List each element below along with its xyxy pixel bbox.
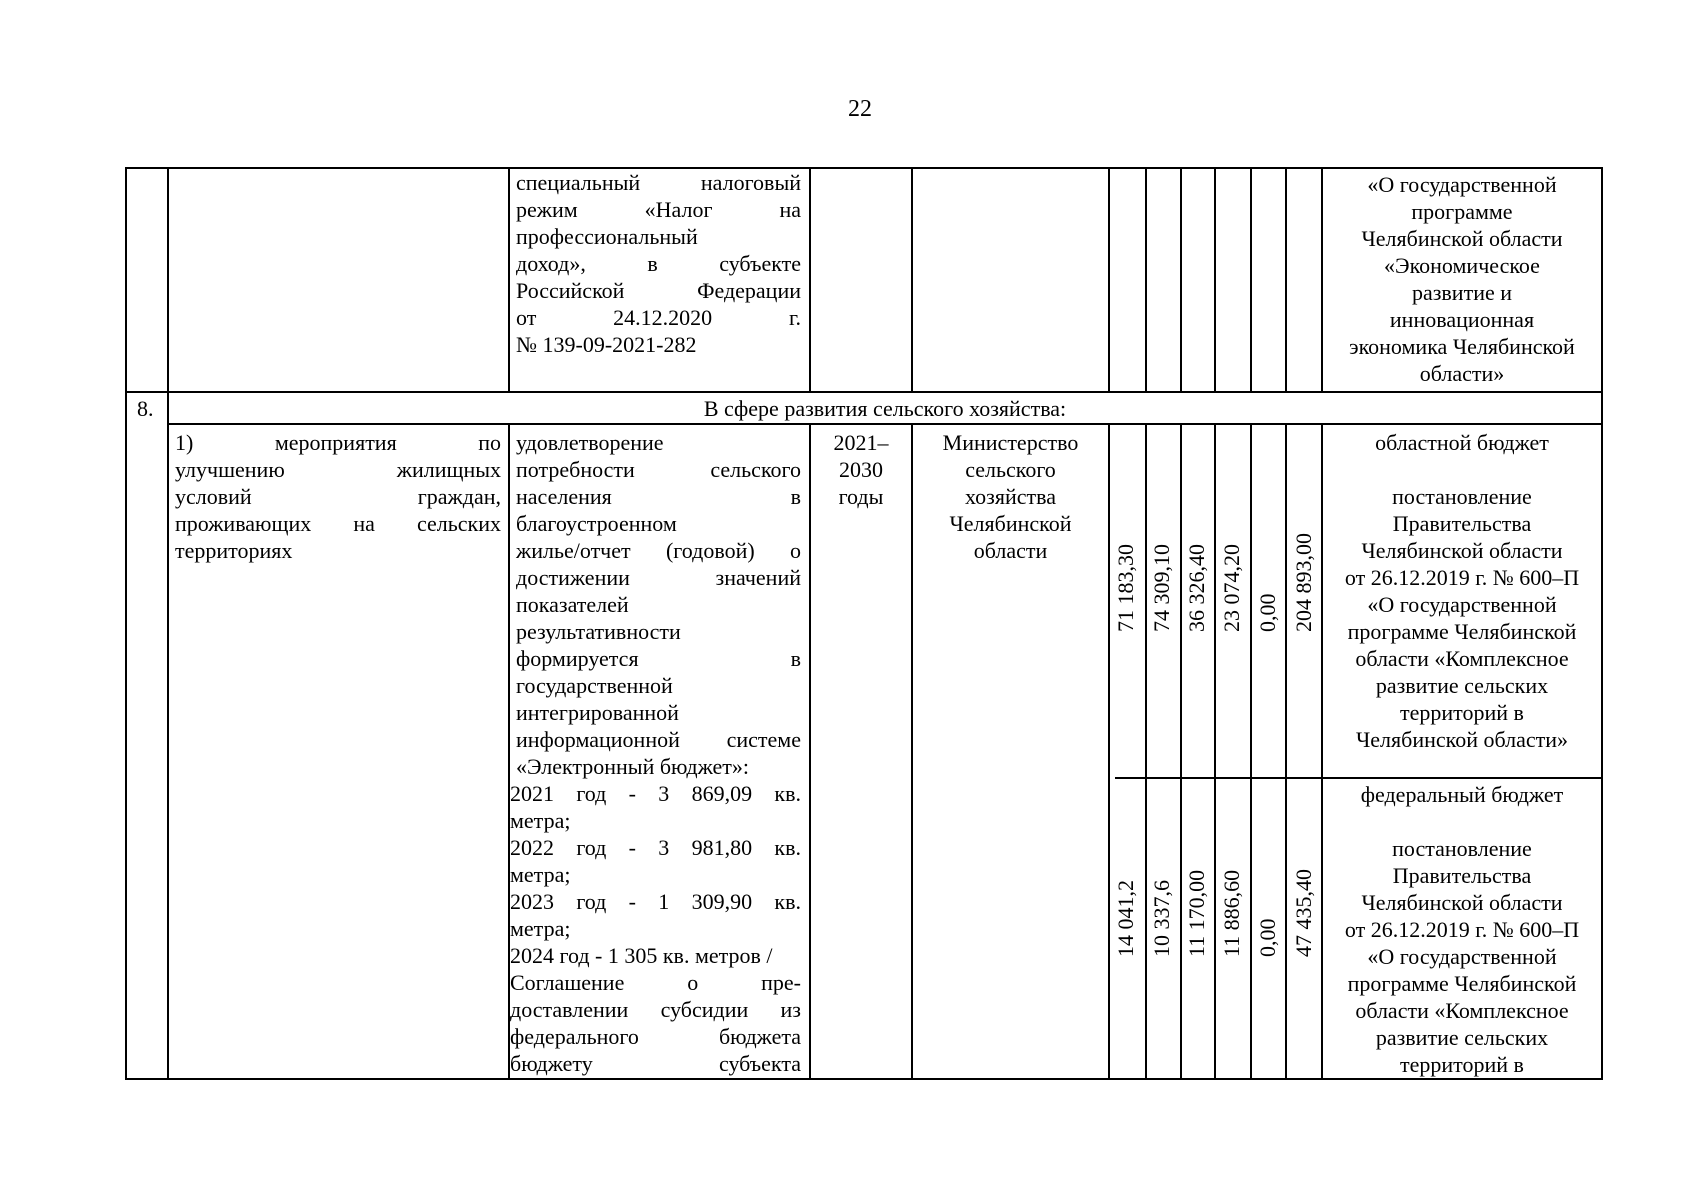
text-line: программе Челябинской bbox=[1347, 619, 1577, 644]
section-title: В сфере развития сельского хозяйства: bbox=[703, 396, 1067, 421]
column-divider bbox=[1214, 167, 1216, 391]
column-divider bbox=[1180, 167, 1182, 391]
text-line: территорий в bbox=[1400, 700, 1524, 725]
page-number: 22 bbox=[848, 96, 872, 122]
text-line: от 24.12.2020 г. bbox=[516, 305, 801, 330]
federal-value-2021: 14 041,2 bbox=[1113, 880, 1138, 957]
text-line: доставлении субсидии из bbox=[510, 997, 801, 1022]
text-line: проживающих на сельских bbox=[175, 511, 501, 536]
column-divider bbox=[508, 167, 510, 391]
table-border-left bbox=[125, 167, 127, 1080]
text-line: Правительства bbox=[1392, 863, 1532, 888]
text-line: постановление bbox=[1392, 836, 1532, 861]
text-line: улучшению жилищных bbox=[175, 457, 501, 482]
text-line: 2021– bbox=[833, 430, 889, 455]
top-row-program-reference bbox=[1325, 171, 1599, 387]
text-line: бюджету субъекта bbox=[510, 1051, 801, 1076]
text-line: территорий в bbox=[1400, 1052, 1524, 1077]
text-line: потребности сельского bbox=[516, 457, 801, 482]
regional-budget-source bbox=[1323, 429, 1601, 753]
text-line: «О государственной bbox=[1367, 172, 1557, 197]
text-line: населения в bbox=[516, 484, 801, 509]
text-line: области bbox=[973, 538, 1048, 563]
text-line: от 26.12.2019 г. № 600–П bbox=[1344, 565, 1580, 590]
text-line: федеральный бюджет bbox=[1360, 782, 1564, 807]
text-line: областной бюджет bbox=[1375, 430, 1549, 455]
text-line: профессиональный bbox=[516, 224, 698, 249]
text-line: удовлетворение bbox=[516, 430, 664, 455]
federal-value-2024: 11 886,60 bbox=[1219, 869, 1244, 957]
column-divider bbox=[1214, 423, 1216, 1080]
text-line: Российской Федерации bbox=[516, 278, 801, 303]
regional-value-2025: 0,00 bbox=[1255, 593, 1280, 632]
column-divider bbox=[1145, 167, 1147, 391]
text-line: экономика Челябинской bbox=[1349, 334, 1575, 359]
text-line: Челябинской области» bbox=[1355, 727, 1569, 752]
regional-value-2021: 71 183,30 bbox=[1113, 544, 1138, 632]
text-line: благоустроенном bbox=[516, 511, 677, 536]
column-divider bbox=[1285, 167, 1287, 391]
top-row-description bbox=[516, 169, 801, 358]
text-line: области» bbox=[1419, 361, 1505, 386]
text-line: доход», в субъекте bbox=[516, 251, 801, 276]
text-line: 2022 год - 3 981,80 кв. bbox=[510, 835, 801, 860]
column-divider bbox=[1180, 423, 1182, 1080]
regional-value-2023: 36 326,40 bbox=[1184, 544, 1209, 632]
text-line: государственной bbox=[516, 673, 673, 698]
regional-value-2024: 23 074,20 bbox=[1219, 544, 1244, 632]
column-divider bbox=[167, 167, 169, 1080]
text-line: территориях bbox=[175, 538, 293, 563]
implementation-period bbox=[811, 429, 911, 510]
text-line: Соглашение о пре- bbox=[510, 970, 801, 995]
responsible-executor bbox=[913, 429, 1108, 564]
text-line: федерального бюджета bbox=[510, 1024, 801, 1049]
text-line: «О государственной bbox=[1367, 944, 1557, 969]
federal-value-total: 47 435,40 bbox=[1291, 869, 1316, 957]
text-line: достижении значений bbox=[516, 565, 801, 590]
text-line: хозяйства bbox=[965, 484, 1056, 509]
column-divider bbox=[1108, 167, 1110, 391]
text-line: 2024 год - 1 305 кв. метров / bbox=[510, 943, 773, 968]
text-line: 2023 год - 1 309,90 кв. bbox=[510, 889, 801, 914]
text-line: Правительства bbox=[1392, 511, 1532, 536]
text-line: режим «Налог на bbox=[516, 197, 801, 222]
section-number: 8. bbox=[137, 396, 154, 421]
row-divider bbox=[167, 423, 1603, 425]
text-line: № 139-09-2021-282 bbox=[516, 332, 697, 357]
measure-yearly-targets bbox=[510, 780, 801, 1077]
text-line: показателей bbox=[516, 592, 629, 617]
text-line: от 26.12.2019 г. № 600–П bbox=[1344, 917, 1580, 942]
text-line: области «Комплексное bbox=[1355, 646, 1569, 671]
text-line: развитие и bbox=[1411, 280, 1513, 305]
text-line: жилье/отчет (годовой) о bbox=[516, 538, 801, 563]
table-border-bottom bbox=[125, 1078, 1603, 1080]
program-table bbox=[125, 167, 1603, 1080]
text-line: метра; bbox=[510, 916, 571, 941]
text-line: постановление bbox=[1392, 484, 1532, 509]
column-divider bbox=[1250, 167, 1252, 391]
text-line: условий граждан, bbox=[175, 484, 501, 509]
column-divider bbox=[809, 423, 811, 1080]
table-border-top bbox=[125, 167, 1603, 169]
text-line: информационной системе bbox=[516, 727, 801, 752]
text-line: Челябинской области bbox=[1361, 226, 1563, 251]
text-line: программе bbox=[1411, 199, 1513, 224]
column-divider bbox=[1285, 423, 1287, 1080]
column-divider bbox=[911, 167, 913, 391]
text-line: Челябинской области bbox=[1361, 538, 1563, 563]
text-line: Челябинской области bbox=[1361, 890, 1563, 915]
text-line: Министерство bbox=[942, 430, 1079, 455]
text-line: «Экономическое bbox=[1384, 253, 1540, 278]
column-divider bbox=[1321, 167, 1323, 391]
text-line bbox=[1323, 456, 1601, 483]
text-line: метра; bbox=[510, 808, 571, 833]
text-line: 2021 год - 3 869,09 кв. bbox=[510, 781, 801, 806]
text-line: сельского bbox=[965, 457, 1056, 482]
text-line: области «Комплексное bbox=[1355, 998, 1569, 1023]
row-divider bbox=[125, 391, 1603, 393]
measure-result-description bbox=[516, 429, 801, 780]
column-divider bbox=[1250, 423, 1252, 1080]
text-line: программе Челябинской bbox=[1347, 971, 1577, 996]
column-divider bbox=[1108, 423, 1110, 1080]
text-line: развитие сельских bbox=[1375, 673, 1549, 698]
text-line: инновационная bbox=[1389, 307, 1535, 332]
text-line: «О государственной bbox=[1367, 592, 1557, 617]
regional-value-total: 204 893,00 bbox=[1291, 533, 1316, 632]
federal-value-2022: 10 337,6 bbox=[1149, 880, 1174, 957]
text-line: «Электронный бюджет»: bbox=[516, 754, 749, 779]
text-line: 1) мероприятия по bbox=[175, 430, 501, 455]
text-line: годы bbox=[838, 484, 884, 509]
federal-value-2025: 0,00 bbox=[1255, 918, 1280, 957]
text-line: интегрированной bbox=[516, 700, 679, 725]
text-line: метра; bbox=[510, 862, 571, 887]
text-line: 2030 bbox=[839, 457, 883, 482]
text-line bbox=[1323, 808, 1601, 835]
text-line: развитие сельских bbox=[1375, 1025, 1549, 1050]
measure-name bbox=[175, 429, 501, 564]
row-divider bbox=[1115, 777, 1603, 779]
column-divider bbox=[1145, 423, 1147, 1080]
text-line: формируется в bbox=[516, 646, 801, 671]
regional-value-2022: 74 309,10 bbox=[1149, 544, 1174, 632]
federal-value-2023: 11 170,00 bbox=[1184, 869, 1209, 957]
column-divider bbox=[809, 167, 811, 391]
federal-budget-source bbox=[1323, 781, 1601, 1078]
text-line: результативности bbox=[516, 619, 681, 644]
text-line: Челябинской bbox=[949, 511, 1072, 536]
table-border-right bbox=[1601, 167, 1603, 1080]
text-line: специальный налоговый bbox=[516, 170, 801, 195]
